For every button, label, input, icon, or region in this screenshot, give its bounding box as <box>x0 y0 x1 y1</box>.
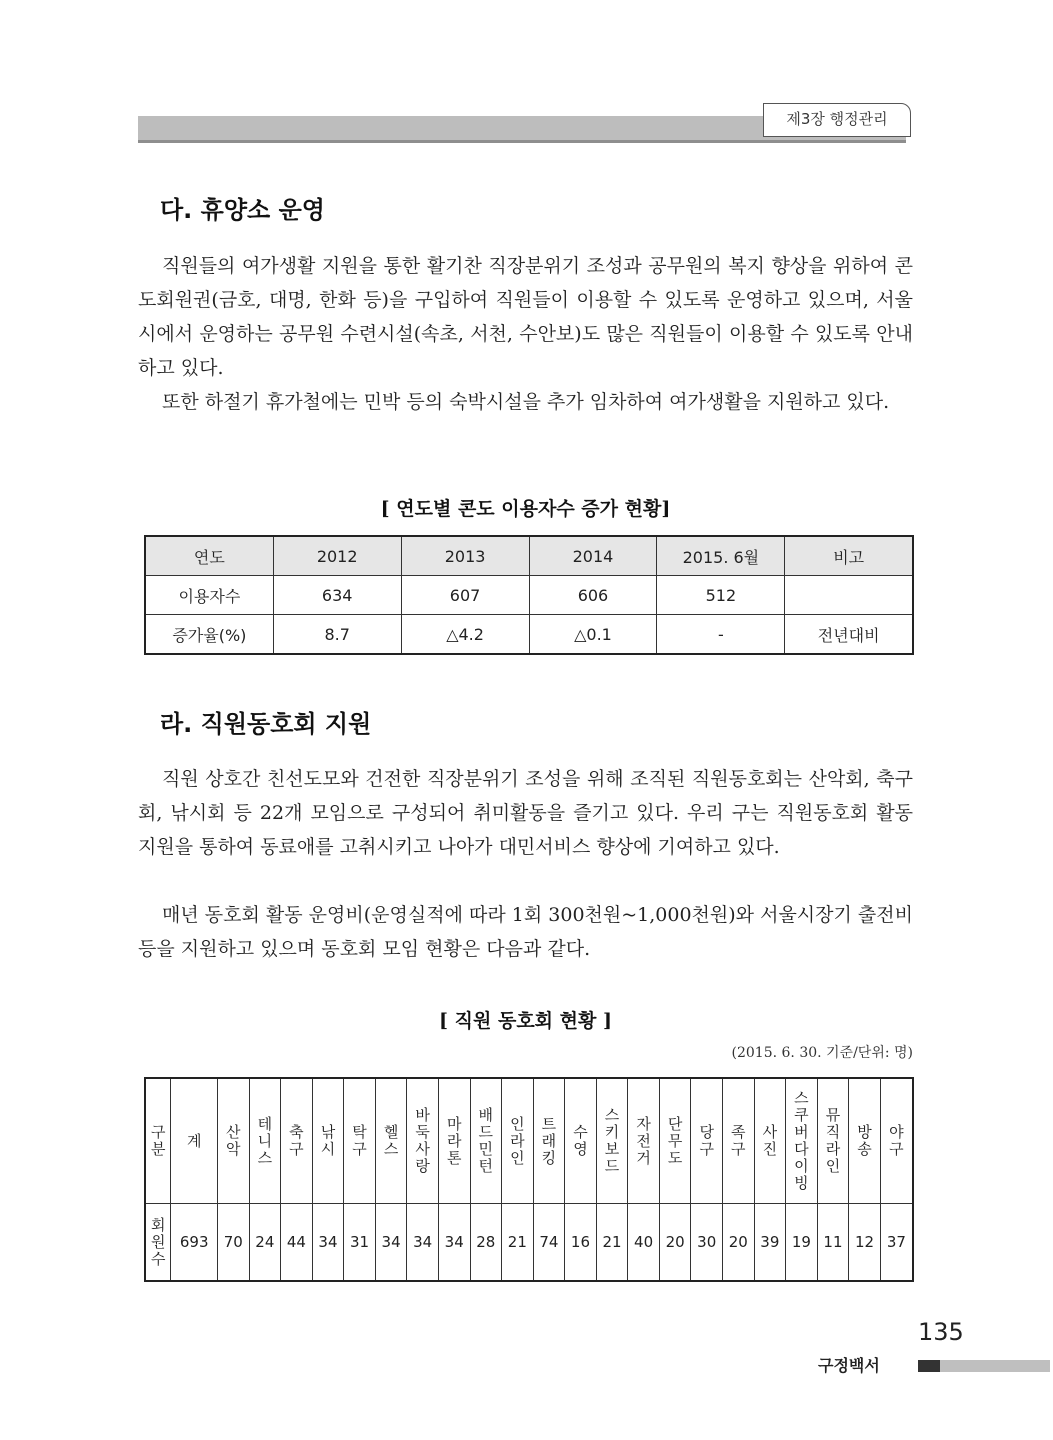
table-header-label: 배드민턴 <box>478 1106 494 1175</box>
table-header-cell: 2012 <box>273 536 401 576</box>
table-header-cell <box>849 1078 881 1204</box>
table-header-label: 야구 <box>889 1123 904 1158</box>
table-header-cell <box>344 1078 376 1204</box>
table-cell: 634 <box>273 576 401 615</box>
table-row <box>145 1204 913 1282</box>
table-cell: △0.1 <box>529 615 657 655</box>
table-cell: 24 <box>249 1204 281 1282</box>
table-cell: 16 <box>565 1204 597 1282</box>
table-header-cell <box>171 1078 218 1204</box>
table-header-cell <box>533 1078 565 1204</box>
table-header-cell <box>438 1078 470 1204</box>
paragraph-da-1 <box>138 249 913 385</box>
paragraph-ra-1-text: 직원 상호간 친선도모와 건전한 직장분위기 조성을 위해 조직된 직원동호회는 산악회, 축구회, 낚시회 등 22개 모임으로 구성되어 취미활동을 즐기고 있다. 우리 구는 직원동호회 활동 지원을 통하여 동료애를 고취시키고 나아가 대민서비스 향상에 기여하고 있다. <box>138 768 913 858</box>
table-header-label: 단무도 <box>667 1114 683 1167</box>
table-cell: 70 <box>218 1204 250 1282</box>
table-cell: 20 <box>723 1204 755 1282</box>
table-header-cell <box>502 1078 534 1204</box>
table-cell: 21 <box>502 1204 534 1282</box>
table-row <box>145 576 913 615</box>
table-header-cell <box>565 1078 597 1204</box>
chapter-tab: 제3장 행정관리 <box>763 103 911 137</box>
table-cell: 이용자수 <box>145 576 273 615</box>
table-header-cell <box>407 1078 439 1204</box>
table-header-label: 스키보드 <box>604 1106 620 1175</box>
paragraph-ra-1 <box>138 762 913 864</box>
table-header-cell <box>470 1078 502 1204</box>
table-header-label: 구분 <box>150 1123 166 1158</box>
paragraph-da-2 <box>138 385 913 419</box>
table-header-label: 트래킹 <box>541 1114 557 1167</box>
table-cell: △4.2 <box>401 615 529 655</box>
table-header-label: 마라톤 <box>446 1114 462 1167</box>
table-header-cell <box>281 1078 313 1204</box>
table-header-label: 스쿠버다이빙 <box>794 1089 809 1192</box>
table-cell: 12 <box>849 1204 881 1282</box>
table-cell: 전년대비 <box>785 615 913 655</box>
table-header-cell <box>375 1078 407 1204</box>
table-header-label: 산악 <box>226 1123 241 1158</box>
table-cell: 28 <box>470 1204 502 1282</box>
table-cell: 증가율(%) <box>145 615 273 655</box>
table-cell: 37 <box>880 1204 913 1282</box>
table-cell <box>785 576 913 615</box>
condo-table-caption: [ 연도별 콘도 이용자수 증가 현황] <box>380 498 671 520</box>
table-row-label: 회원수 <box>150 1215 166 1268</box>
table-header-label: 인라인 <box>510 1114 525 1167</box>
page-number: 135 <box>918 1318 964 1346</box>
table-header-cell <box>249 1078 281 1204</box>
table-header-cell <box>628 1078 660 1204</box>
table-cell: 34 <box>407 1204 439 1282</box>
table-row <box>145 615 913 655</box>
table-header-label: 헬스 <box>383 1123 399 1158</box>
table-cell: 34 <box>375 1204 407 1282</box>
table-cell <box>145 1204 171 1282</box>
unit-note: (2015. 6. 30. 기준/단위: 명) <box>731 1045 913 1061</box>
table-cell: - <box>657 615 785 655</box>
section-title-da: 다. 휴양소 운영 <box>160 196 325 224</box>
table-cell: 11 <box>817 1204 849 1282</box>
club-status-table <box>144 1077 914 1282</box>
table-cell: 34 <box>438 1204 470 1282</box>
table-header-row <box>145 1078 913 1204</box>
table-header-row <box>145 536 913 576</box>
table-cell: 74 <box>533 1204 565 1282</box>
table-cell: 34 <box>312 1204 344 1282</box>
section-title-ra: 라. 직원동호회 지원 <box>160 710 372 738</box>
table-cell: 8.7 <box>273 615 401 655</box>
table-header-cell: 2013 <box>401 536 529 576</box>
table-cell: 39 <box>754 1204 786 1282</box>
table-cell: 512 <box>657 576 785 615</box>
table-header-label: 방송 <box>857 1123 872 1158</box>
table-header-cell <box>754 1078 786 1204</box>
table-header-label: 낚시 <box>320 1123 336 1158</box>
table-header-cell <box>691 1078 723 1204</box>
table-cell: 31 <box>344 1204 376 1282</box>
table-cell: 606 <box>529 576 657 615</box>
paragraph-da-1-text: 직원들의 여가생활 지원을 통한 활기찬 직장분위기 조성과 공무원의 복지 향상을 위하여 콘도회원권(금호, 대명, 한화 등)을 구입하여 직원들이 이용할 수 있도록 운영하고 있으며, 서울시에서 운영하는 공무원 수련시설(속초, 서천, 수안보)도 많은 직원들이 이용할 수 있도록 안내하고 있다. <box>138 255 913 379</box>
table-header-cell <box>723 1078 755 1204</box>
table-cell: 40 <box>628 1204 660 1282</box>
condo-usage-table <box>144 535 914 655</box>
paragraph-ra-2 <box>138 898 913 966</box>
table-cell: 44 <box>281 1204 313 1282</box>
table-header-cell: 2015. 6월 <box>657 536 785 576</box>
table-header-label: 축구 <box>289 1123 304 1158</box>
table-header-label: 당구 <box>699 1123 714 1158</box>
table-cell: 21 <box>596 1204 628 1282</box>
table-header-label: 테니스 <box>257 1114 273 1167</box>
table-header-label: 자전거 <box>636 1114 651 1167</box>
book-title: 구정백서 <box>818 1356 880 1375</box>
table-cell: 693 <box>171 1204 218 1282</box>
table-header-cell <box>880 1078 913 1204</box>
club-table-caption: [ 직원 동호회 현황 ] <box>439 1010 612 1032</box>
footer-bar-dark <box>918 1360 940 1372</box>
table-header-label: 수영 <box>573 1123 588 1158</box>
table-header-cell <box>145 1078 171 1204</box>
table-cell: 607 <box>401 576 529 615</box>
table-cell: 30 <box>691 1204 723 1282</box>
table-header-cell <box>596 1078 628 1204</box>
table-header-cell: 비고 <box>785 536 913 576</box>
table-header-label: 계 <box>186 1132 202 1150</box>
table-cell: 20 <box>659 1204 691 1282</box>
table-cell: 19 <box>786 1204 818 1282</box>
table-header-cell <box>312 1078 344 1204</box>
table-header-cell: 2014 <box>529 536 657 576</box>
table-header-cell <box>817 1078 849 1204</box>
table-header-cell <box>218 1078 250 1204</box>
footer-bar-light <box>940 1360 1050 1372</box>
table-header-label: 뮤직라인 <box>825 1106 841 1175</box>
table-header-cell <box>786 1078 818 1204</box>
table-header-cell <box>659 1078 691 1204</box>
table-header-label: 탁구 <box>352 1123 367 1158</box>
paragraph-ra-2-text: 매년 동호회 활동 운영비(운영실적에 따라 1회 300천원~1,000천원)와 서울시장기 출전비 등을 지원하고 있으며 동호회 모임 현황은 다음과 같다. <box>138 904 913 960</box>
table-header-cell: 연도 <box>145 536 273 576</box>
table-header-label: 족구 <box>731 1123 746 1158</box>
paragraph-da-2-text: 또한 하절기 휴가철에는 민박 등의 숙박시설을 추가 임차하여 여가생활을 지원하고 있다. <box>162 391 890 413</box>
table-header-label: 바둑사랑 <box>415 1106 430 1175</box>
table-header-label: 사진 <box>762 1123 778 1158</box>
